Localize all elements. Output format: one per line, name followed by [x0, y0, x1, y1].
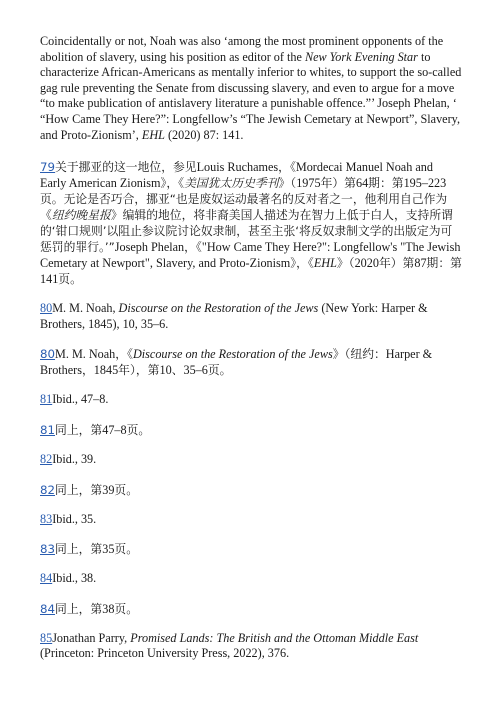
footnote-text: 页。	[58, 272, 82, 287]
footnote-text: 、	[171, 363, 184, 378]
footnote-text: 同上，第	[55, 542, 103, 557]
footnote-text: 页。	[114, 542, 139, 557]
footnote-text: 同上，第	[55, 482, 103, 497]
footnote	[40, 301, 462, 332]
footnote-text: 同上，第	[55, 422, 103, 437]
footnote-text: (2020) 87: 141.	[164, 127, 244, 142]
footnote-text: 页。	[126, 422, 151, 437]
footnote-text: 》，《	[160, 176, 185, 191]
footnote-text: 页。	[114, 482, 139, 497]
footnote-text: Jonathan Parry,	[52, 630, 131, 645]
footnote-text: 关于挪亚的这一地位，参见	[55, 160, 197, 175]
footnote-text: Harper & Brothers	[40, 347, 433, 378]
footnote-text: 195–223	[403, 176, 447, 191]
footnote-text: Joseph Phelan	[114, 240, 185, 255]
italic-title: 纽约晚星报	[51, 208, 111, 223]
footnote	[40, 512, 462, 528]
footnote-translation	[40, 482, 462, 498]
footnote-text: 页。无论是否巧合，挪亚“也是废奴运动最著名的反对者之一，他利用自己作为《	[40, 192, 448, 223]
footnote-text: ，《	[278, 160, 296, 175]
footnote-text: 页。	[114, 601, 139, 616]
footnote-text: 141	[40, 272, 59, 287]
italic-title: 美国犹太历史季刊	[184, 176, 279, 191]
footnote-translation	[40, 346, 462, 378]
footnote-text: (New York: Harper & Brothers, 1845), 10, 35–6.	[40, 301, 428, 331]
footnote-text: Mordecai Manuel Noah and Early American Zionism	[40, 160, 433, 191]
footnote	[40, 34, 462, 143]
footnote-text: Coincidentally or not, Noah was also ‘among the most prominent opponents of the abolition of slavery, using his position as editor of the	[40, 34, 444, 64]
footnote-text: 10	[159, 363, 172, 378]
footnote-backlink[interactable]: 80	[40, 301, 53, 316]
footnote-text: 2020	[354, 256, 379, 271]
footnote-backlink[interactable]: 80	[40, 347, 56, 362]
footnote-backlink[interactable]: 82	[40, 482, 56, 497]
footnote-backlink[interactable]: 84	[40, 571, 53, 586]
footnote-text: to characterize African-Americans as mentally inferior to whites, to support the so-called gag rule preventing the Senate from discussing slavery, and even to argue for a move “to make publication of antislavery literature a punishable offence.”’ Joseph Phelan, ‘ “How Came They Here?”: Longfellow’s “The Jewish Cemetary at Newport”, Slavery, and Proto-Zionism’,	[40, 49, 462, 142]
italic-title: Discourse on the Restoration of the Jews	[118, 301, 319, 316]
footnote-text: 38	[102, 601, 115, 616]
footnote-backlink[interactable]: 79	[40, 160, 56, 175]
footnote-text: 期：第	[426, 256, 462, 271]
footnote-text: M. M. Noah,	[52, 301, 119, 316]
footnotes-page	[40, 34, 462, 676]
footnote-text: 》，《	[290, 256, 314, 271]
footnote-text: 年）第	[378, 256, 415, 271]
footnote-backlink[interactable]: 85	[40, 630, 53, 645]
footnote	[40, 571, 462, 587]
footnote-text: 64	[355, 176, 369, 191]
footnote-text: 年），第	[118, 363, 160, 378]
footnote-text: 》（	[336, 256, 355, 271]
footnote-translation	[40, 422, 462, 438]
footnote-text: Louis Ruchames	[196, 160, 279, 175]
footnote-text: "How Came They Here?": Longfellow's "The Jewish Cemetary at Newport", Slavery, and Proto-Zionism	[40, 240, 461, 271]
footnote-text: (Princeton: Princeton University Press, 2022), 376.	[40, 646, 290, 661]
footnote-text: ，《	[115, 347, 133, 362]
footnote-text: 1975	[296, 176, 321, 191]
footnote-text: ，《	[184, 240, 202, 255]
footnote-translation	[40, 601, 462, 617]
footnote-text: 87	[414, 256, 427, 271]
footnote-translation	[40, 159, 462, 287]
footnote-backlink[interactable]: 83	[40, 542, 56, 557]
footnote-text: Ibid., 47–8.	[52, 392, 109, 407]
footnote-backlink[interactable]: 84	[40, 601, 56, 616]
italic-title: Discourse on the Restoration of the Jews	[132, 347, 333, 362]
footnote-text: 》编辑的地位，将非裔美国人描述为在智力上低于白人，支持所谓的‘钳口规则’以阻止参议院讨论奴隶制，甚至主张‘将反奴隶制文学的出版定为可惩罚的罪行。’”	[40, 208, 453, 255]
footnote-text: ，	[81, 363, 94, 378]
footnote-text: 同上，第	[55, 601, 103, 616]
footnote-text: Ibid., 39.	[52, 451, 97, 466]
footnote-text: Ibid., 35.	[52, 511, 97, 526]
footnote-text: 期：第	[368, 176, 404, 191]
italic-title: Promised Lands: The British and the Ottoman Middle East	[130, 630, 419, 645]
footnote-text: 1845	[93, 363, 119, 378]
footnote-text: M. M. Noah	[55, 347, 116, 362]
footnote-backlink[interactable]: 82	[40, 451, 53, 466]
footnote-text: Ibid., 38.	[52, 571, 97, 586]
italic-title: New York Evening Star	[304, 49, 418, 64]
italic-title: EHL	[313, 256, 337, 271]
footnote-backlink[interactable]: 81	[40, 422, 56, 437]
footnote-text: 47–8	[102, 422, 127, 437]
footnote-translation	[40, 541, 462, 557]
italic-title: EHL	[141, 127, 165, 142]
footnote-backlink[interactable]: 81	[40, 392, 53, 407]
footnote-text: 页。	[207, 363, 232, 378]
footnote-backlink[interactable]: 83	[40, 511, 53, 526]
footnote	[40, 631, 462, 662]
footnote-text: 35–6	[183, 363, 208, 378]
footnote	[40, 452, 462, 468]
footnote-text: 》（纽约：	[332, 347, 386, 362]
footnote-text: 年）第	[320, 176, 356, 191]
footnote	[40, 392, 462, 408]
footnote-text: 39	[102, 482, 115, 497]
footnote-text: 35	[102, 542, 115, 557]
footnote-text: 》（	[278, 176, 297, 191]
